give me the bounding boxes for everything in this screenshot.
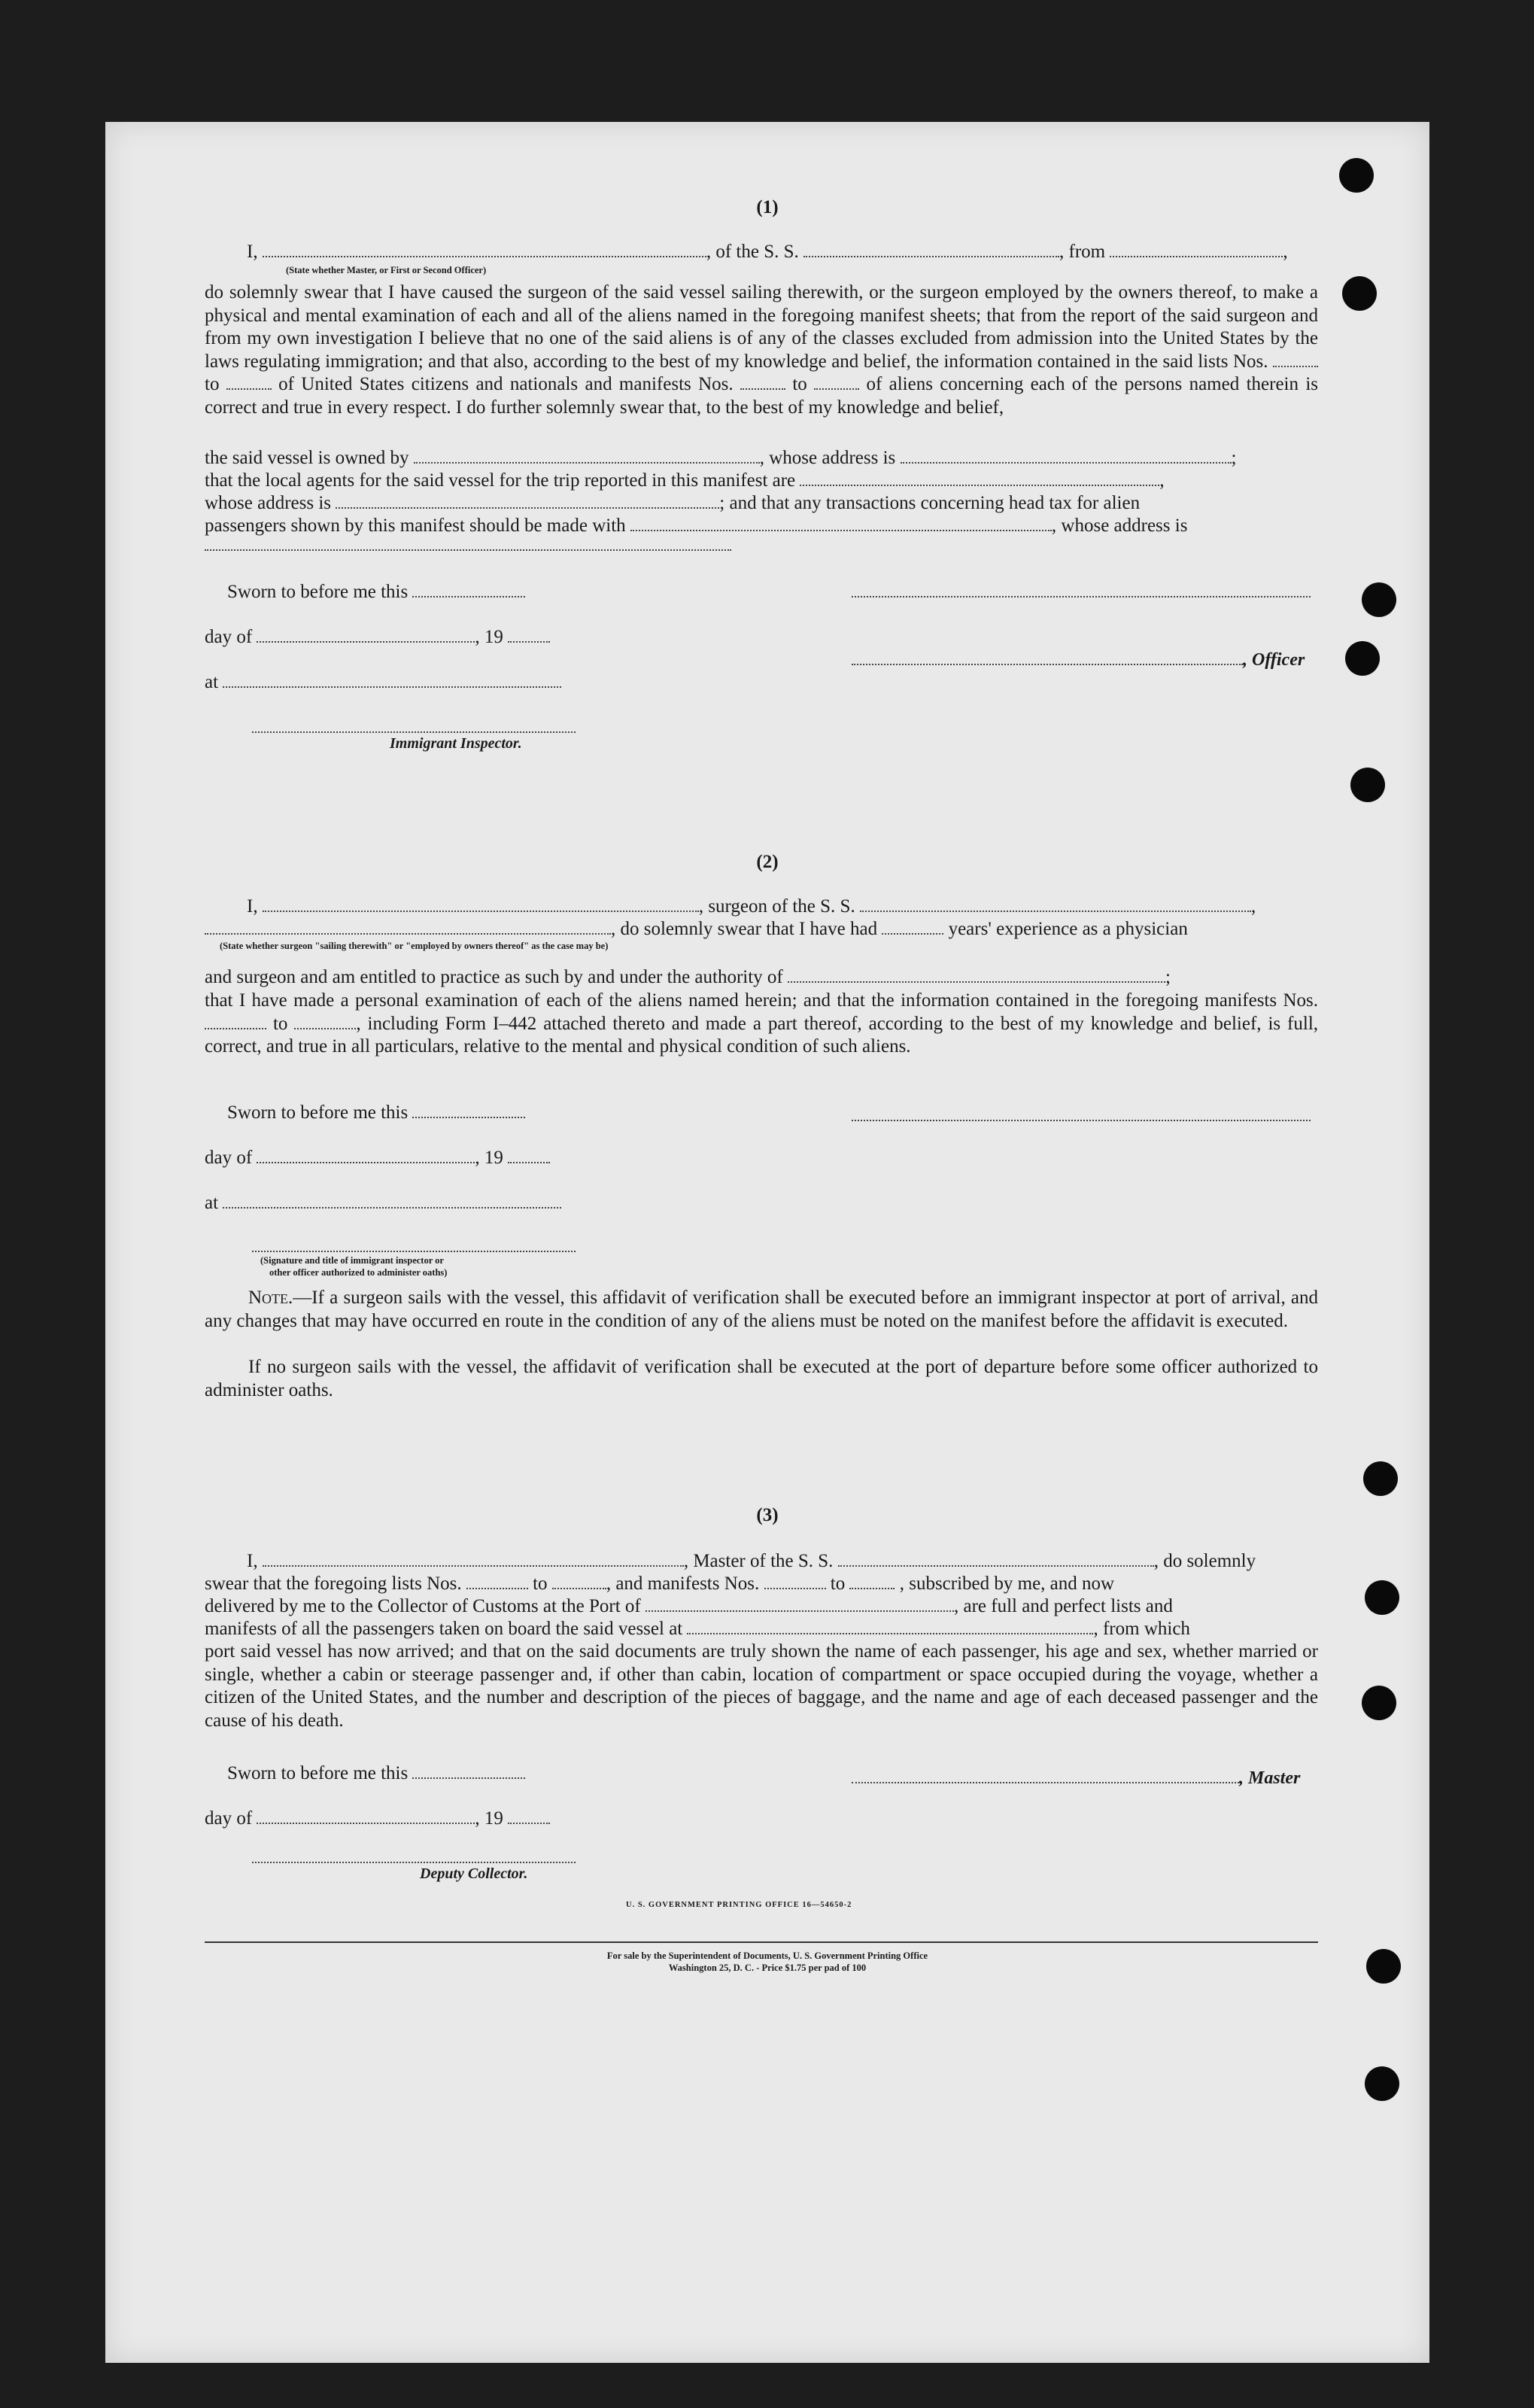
section-3-body: [205, 1640, 1318, 1732]
year-prefix: , 19: [475, 1808, 503, 1829]
sworn-day-field[interactable]: [412, 1764, 525, 1779]
master-name-field[interactable]: [263, 1552, 684, 1567]
years-field[interactable]: [882, 920, 943, 935]
officer-signature-line-1[interactable]: [852, 596, 1311, 597]
owned-by-label: the said vessel is owned by: [205, 448, 409, 468]
whose-address-label: whose address is: [205, 493, 332, 513]
signature-caption-1: (Signature and title of immigrant inspector or: [260, 1255, 444, 1266]
section-3-number: (3): [756, 1505, 779, 1525]
officer-rank-note: (State whether Master, or First or Second Officer): [286, 265, 487, 275]
officer-name-field[interactable]: [263, 242, 706, 257]
oath-text: , including Form I–442 attached thereto and made a part thereof, according to the best of my knowledge and belief, is full, correct, and true in all particulars, relative to the mental and physical condition of such aliens.: [205, 1013, 1319, 1057]
punch-hole: [1362, 582, 1396, 617]
local-agents-line: [205, 470, 1165, 492]
owner-name-field[interactable]: [414, 448, 760, 464]
port-field[interactable]: [645, 1597, 954, 1612]
note-text: If no surgeon sails with the vessel, the affidavit of verification shall be executed at the port of departure before some officer authorized to administer oaths.: [205, 1357, 1318, 1400]
to-label: to: [205, 374, 220, 394]
section-1-body: [205, 281, 1318, 419]
lists-from-field[interactable]: [1273, 352, 1318, 367]
head-tax-line: [205, 492, 1140, 515]
section-3-line-2: [205, 1573, 1114, 1595]
to-label: to: [792, 374, 807, 394]
sworn-day-field[interactable]: [412, 582, 525, 597]
oath-text: of aliens concerning each of the persons named: [866, 374, 1240, 394]
authority-line: [205, 966, 1171, 989]
section-1-line-1: [247, 241, 1288, 263]
whose-address-label: , whose address is: [1051, 515, 1188, 536]
manifests-to-field[interactable]: [814, 375, 859, 390]
section-3-line-1: [247, 1550, 1256, 1573]
lists-from-field[interactable]: [466, 1574, 528, 1589]
inspector-signature-line[interactable]: [252, 731, 576, 733]
comma: ,: [1250, 896, 1256, 917]
manifests-to-field[interactable]: [849, 1574, 895, 1589]
head-tax-address-line[interactable]: [205, 549, 731, 551]
master-vessel-field[interactable]: [838, 1552, 1154, 1567]
lists-to-field[interactable]: [226, 375, 272, 390]
section-2-line-2: [205, 918, 1188, 941]
sworn-line: [227, 581, 525, 604]
at-line: [205, 1192, 561, 1215]
of-the-ss-label: , of the S. S.: [706, 242, 799, 262]
year-prefix: , 19: [475, 1148, 503, 1168]
day-of-line: [205, 1147, 550, 1169]
manifests-from-field[interactable]: [740, 375, 785, 390]
whose-address-label: , whose address is: [759, 448, 896, 468]
note-label: Note.: [248, 1288, 293, 1308]
sworn-line: [227, 1102, 525, 1124]
to-label: to: [272, 1013, 288, 1034]
semicolon: ;: [1165, 967, 1171, 987]
to-label: to: [533, 1573, 548, 1594]
owner-address-field[interactable]: [901, 448, 1232, 464]
sworn-label: Sworn to before me this: [227, 1763, 409, 1783]
month-field[interactable]: [257, 1148, 475, 1163]
surgeon-of-label: , surgeon of the S. S.: [698, 896, 855, 917]
vessel-name-field[interactable]: [803, 242, 1059, 257]
deputy-caption: Deputy Collector.: [420, 1865, 528, 1882]
at-line: [205, 671, 561, 694]
note-paragraph-2: [205, 1356, 1318, 1402]
master-signature-row: [852, 1767, 1300, 1789]
administering-officer-line[interactable]: [252, 1251, 576, 1252]
month-field[interactable]: [257, 628, 475, 643]
footer-rule: [205, 1941, 1318, 1943]
day-of-label: day of: [205, 627, 253, 647]
entitled-text: and surgeon and am entitled to practice as such by and under the authority of: [205, 967, 783, 987]
agents-address-field[interactable]: [336, 494, 719, 509]
place-field[interactable]: [223, 673, 561, 688]
punch-hole: [1350, 768, 1385, 802]
officer-caption: , Officer: [1243, 650, 1305, 670]
month-field[interactable]: [257, 1809, 475, 1824]
sale-notice-line-1: For sale by the Superintendent of Documents, U. S. Government Printing Office: [606, 1950, 928, 1961]
punch-hole: [1345, 641, 1380, 676]
swear-lists-label: swear that the foregoing lists Nos.: [205, 1573, 462, 1594]
day-of-label: day of: [205, 1148, 253, 1168]
surgeon-vessel-field[interactable]: [860, 897, 1251, 912]
master-caption: , Master: [1239, 1768, 1301, 1788]
punch-hole: [1342, 276, 1377, 311]
oath-text: therein is correct and true in every respect. I do further solemnly swear that, to the best of my knowledge and belief,: [205, 374, 1319, 418]
note-paragraph-1: [205, 1287, 1318, 1333]
day-of-label: day of: [205, 1808, 253, 1829]
signature-caption-2: other officer authorized to administer oaths): [269, 1267, 448, 1278]
from-which-text: , from which: [1093, 1619, 1190, 1639]
oath-i: I,: [247, 896, 258, 917]
surgeon-name-field[interactable]: [263, 897, 699, 912]
punch-hole: [1339, 158, 1374, 193]
lists-to-field[interactable]: [552, 1574, 606, 1589]
at-label: at: [205, 672, 219, 692]
master-signature-field[interactable]: [852, 1768, 1239, 1783]
head-tax-contact-field[interactable]: [630, 516, 1052, 531]
day-of-line: [205, 626, 550, 649]
surgeon-status-note: (State whether surgeon "sailing therewith" or "employed by owners thereof" as the case may be): [220, 941, 609, 951]
surgeon-signature-line[interactable]: [852, 1120, 1311, 1121]
section-3-line-4: [205, 1618, 1190, 1640]
punch-hole: [1365, 1580, 1399, 1615]
subscribed-text: , subscribed by me, and now: [899, 1573, 1115, 1594]
punch-hole: [1365, 2066, 1399, 2101]
section-2-number: (2): [756, 852, 779, 872]
section-1-number: (1): [756, 197, 779, 217]
oath-text: that I have made a personal examination of each of the aliens named herein; and that the information contained in the foregoing manifests Nos.: [205, 990, 1318, 1011]
manifests-from-field[interactable]: [764, 1574, 826, 1589]
embarkation-port-field[interactable]: [687, 1619, 1093, 1634]
years-label: years' experience as a physician: [948, 919, 1188, 939]
section-2-line-1: [247, 895, 1256, 918]
passengers-line: [205, 515, 1187, 537]
at-label: at: [205, 1193, 219, 1213]
solemnly-label: , do solemnly swear that I have had: [611, 919, 878, 939]
sale-notice-line-2: Washington 25, D. C. - Price $1.75 per pad of 100: [668, 1963, 867, 1973]
and-manifests-label: , and manifests Nos.: [606, 1573, 760, 1594]
owned-by-line: [205, 447, 1236, 470]
form-page: [105, 122, 1429, 2363]
officer-signature-row: [852, 649, 1305, 671]
year-field[interactable]: [508, 1809, 550, 1824]
master-of-label: , Master of the S. S.: [683, 1551, 834, 1571]
section-3-line-3: [205, 1595, 1173, 1618]
oath-text: of United States citizens and nationals and manifests Nos.: [278, 374, 734, 394]
deputy-collector-line[interactable]: [252, 1862, 576, 1863]
authority-field[interactable]: [788, 968, 1165, 983]
oath-text: port said vessel has now arrived; and that on the said documents are truly shown the name of each passenger, his age and sex, whether married or single, whether a cabin or steerage passenger and, if other than cabin, location of compartment or space occupied during the voyage, whether a citizen of the United States, and the number and description of the pieces of baggage, and the name and age of each deceased passenger and the cause of his death.: [205, 1641, 1318, 1731]
comma: ,: [1283, 242, 1288, 262]
year-field[interactable]: [508, 628, 550, 643]
passengers-text: passengers shown by this manifest should be made with: [205, 515, 626, 536]
oath-text: do solemnly swear that I have caused the surgeon of the said vessel sailing therewith, or the surgeon employed by the owners thereof, to make a physical and mental examination of each and all of the aliens named in the foregoing manifest sheets; that from the report of the said surgeon and from my own investigation I believe that no one of the said aliens is of any of the classes excluded from admission into the United States by the laws regulating immigration; and that also, according to the best of my knowledge and belief, the information contained in the said lists Nos.: [205, 282, 1318, 372]
inspector-caption: Immigrant Inspector.: [390, 735, 522, 752]
head-tax-text: ; and that any transactions concerning head tax for alien: [719, 493, 1141, 513]
note-text: —If a surgeon sails with the vessel, this affidavit of verification shall be executed before an immigrant inspector at port of arrival, and any changes that may have occurred en route in the condition of any of the aliens must be noted on the manifest before the affidavit is executed.: [205, 1288, 1318, 1331]
to-label: to: [830, 1573, 846, 1594]
comma: ,: [1159, 470, 1165, 491]
place-field[interactable]: [223, 1193, 561, 1209]
from-label: , from: [1059, 242, 1106, 262]
delivered-text: delivered by me to the Collector of Customs at the Port of: [205, 1596, 641, 1616]
full-perfect-text: , are full and perfect lists and: [954, 1596, 1173, 1616]
officer-signature-field[interactable]: [852, 650, 1243, 665]
sworn-label: Sworn to before me this: [227, 1102, 409, 1123]
surgeon-status-field[interactable]: [205, 920, 611, 935]
day-of-line: [205, 1808, 550, 1830]
oath-i: I,: [247, 1551, 258, 1571]
from-port-field[interactable]: [1110, 242, 1283, 257]
oath-i: I,: [247, 242, 258, 262]
manifests-to-field[interactable]: [294, 1014, 356, 1029]
manifests-from-field[interactable]: [205, 1014, 266, 1029]
sworn-day-field[interactable]: [412, 1103, 525, 1118]
section-2-body: [205, 990, 1318, 1059]
local-agents-label: that the local agents for the said vessel for the trip reported in this manifest are: [205, 470, 796, 491]
manifests-all-text: manifests of all the passengers taken on board the said vessel at: [205, 1619, 683, 1639]
semicolon: ;: [1231, 448, 1237, 468]
punch-hole: [1363, 1461, 1398, 1496]
punch-hole: [1362, 1686, 1396, 1720]
year-prefix: , 19: [475, 627, 503, 647]
solemnly-label: , do solemnly: [1153, 1551, 1256, 1571]
sworn-line: [227, 1762, 525, 1785]
local-agents-field[interactable]: [800, 471, 1159, 486]
sworn-label: Sworn to before me this: [227, 582, 409, 602]
gpo-imprint: U. S. GOVERNMENT PRINTING OFFICE 16—54650-2: [626, 1901, 852, 1909]
year-field[interactable]: [508, 1148, 550, 1163]
